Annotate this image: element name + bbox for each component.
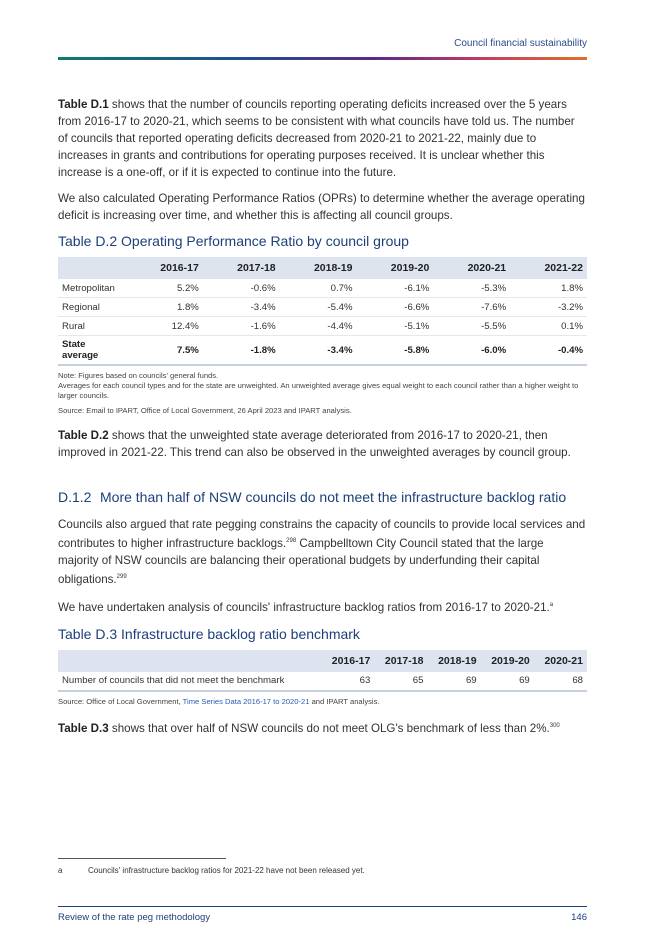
table-cell: 68 xyxy=(534,672,587,691)
paragraph-2: We also calculated Operating Performance Ratios (OPRs) to determine whether the average operating deficit is increasing over time, and whether this is affecting all council groups. xyxy=(58,192,585,222)
table-cell: Rural xyxy=(58,317,126,336)
table-cell: -3.2% xyxy=(510,298,587,317)
table-cell: 65 xyxy=(374,672,427,691)
footnote-ref[interactable]: a xyxy=(549,601,554,608)
footnote-mark: a xyxy=(58,866,63,875)
table-d2-title: Table D.2 Operating Performance Ratio by council group xyxy=(58,233,409,249)
table-d3-title: Table D.3 Infrastructure backlog ratio benchmark xyxy=(58,625,360,642)
table-header-cell: 2016-17 xyxy=(321,650,374,672)
table-cell: -6.6% xyxy=(356,298,433,317)
table-header-cell: 2020-21 xyxy=(534,650,587,672)
table-cell: -5.1% xyxy=(356,317,433,336)
table-header-cell: 2019-20 xyxy=(356,257,433,279)
table-cell: -0.4% xyxy=(510,336,587,366)
paragraph-4-text-2: Campbelltown City Council stated that the large majority of NSW councils are balancing their operational budgets by underfunding their capital obligations. xyxy=(58,536,544,586)
table-cell: -0.6% xyxy=(203,279,280,298)
table-d2-source: Source: Email to IPART, Office of Local Government, 26 April 2023 and IPART analysis. xyxy=(58,406,352,415)
footer-divider xyxy=(58,906,587,907)
table-row xyxy=(58,672,587,691)
table-cell: -5.4% xyxy=(280,298,357,317)
table-cell: -4.4% xyxy=(280,317,357,336)
table-cell: 1.8% xyxy=(510,279,587,298)
table-cell: -7.6% xyxy=(433,298,510,317)
table-cell: -3.4% xyxy=(203,298,280,317)
table-cell: -5.8% xyxy=(356,336,433,366)
table-cell: -6.1% xyxy=(356,279,433,298)
running-header: Council financial sustainability xyxy=(454,38,587,49)
time-series-data-link[interactable]: Time Series Data 2016-17 to 2020-21 xyxy=(182,696,310,706)
table-header-cell: 2018-19 xyxy=(427,650,480,672)
table-cell: 7.5% xyxy=(126,336,203,366)
table-d2-header-row xyxy=(58,257,587,279)
table-header-cell: 2017-18 xyxy=(203,257,280,279)
header-divider xyxy=(58,57,587,60)
page-number: 146 xyxy=(571,912,587,923)
table-cell: 63 xyxy=(321,672,374,691)
table-cell: 69 xyxy=(427,672,480,691)
paragraph-3-text: shows that the unweighted state average deteriorated from 2016-17 to 2020-21, then improved in 2021-22. This trend can also be observed in the unweighted averages by council group. xyxy=(58,429,571,459)
table-row xyxy=(58,279,587,298)
table-header-cell xyxy=(58,257,126,279)
table-cell: 12.4% xyxy=(126,317,203,336)
table-ref-d3: Table D.3 xyxy=(58,721,109,735)
table-header-cell: 2019-20 xyxy=(481,650,534,672)
endnote-ref[interactable]: 300 xyxy=(549,722,560,729)
table-ref-d1: Table D.1 xyxy=(58,98,109,111)
endnote-ref[interactable]: 298 xyxy=(286,538,297,544)
table-d2 xyxy=(58,257,587,366)
table-cell: -5.3% xyxy=(433,279,510,298)
source-prefix: Source: Office of Local Government, xyxy=(58,696,183,706)
table-row xyxy=(58,298,587,317)
table-header-cell: 2017-18 xyxy=(374,650,427,672)
table-header-cell: 2020-21 xyxy=(433,257,510,279)
table-d3-header-row xyxy=(58,650,587,672)
table-header-cell: 2021-22 xyxy=(510,257,587,279)
section-number: D.1.2 xyxy=(58,489,92,505)
table-d3 xyxy=(58,650,587,692)
footnote xyxy=(58,866,365,875)
endnote-ref[interactable]: 299 xyxy=(116,573,127,580)
table-cell: 5.2% xyxy=(126,279,203,298)
paragraph-3 xyxy=(58,427,587,461)
table-cell: 1.8% xyxy=(126,298,203,317)
table-d3-source xyxy=(58,697,587,706)
table-cell: State average xyxy=(58,336,126,366)
table-header-cell: 2016-17 xyxy=(126,257,203,279)
table-cell: -6.0% xyxy=(433,336,510,366)
paragraph-4-text: Councils also argued that rate pegging constrains the capacity of councils to provide local services and contributes to higher infrastructure backlogs. xyxy=(58,518,586,550)
paragraph-5 xyxy=(58,597,587,616)
table-header-cell xyxy=(58,650,321,672)
table-cell: Number of councils that did not meet the benchmark xyxy=(58,672,321,691)
table-cell: Metropolitan xyxy=(58,279,126,298)
table-cell: 0.1% xyxy=(510,317,587,336)
table-cell: Regional xyxy=(58,298,126,317)
table-ref-d2: Table D.2 xyxy=(58,429,109,442)
table-row xyxy=(58,317,587,336)
table-header-cell: 2018-19 xyxy=(280,257,357,279)
section-title: More than half of NSW councils do not meet the infrastructure backlog ratio xyxy=(100,489,567,505)
paragraph-6-text: shows that over half of NSW councils do not meet OLG's benchmark of less than 2%. xyxy=(108,721,550,735)
table-cell: 0.7% xyxy=(280,279,357,298)
table-cell: -3.4% xyxy=(280,336,357,366)
footnote-text: Councils' infrastructure backlog ratios for 2021-22 have not been released yet. xyxy=(88,866,365,875)
table-cell: -1.6% xyxy=(203,317,280,336)
footer-document-title: Review of the rate peg methodology xyxy=(58,912,211,923)
paragraph-6 xyxy=(58,718,587,737)
page-content xyxy=(58,96,587,745)
paragraph-5-text: We have undertaken analysis of councils' infrastructure backlog ratios from 2016-17 to 2020-21. xyxy=(58,600,550,614)
table-row-total xyxy=(58,336,587,366)
table-d2-note-2: Averages for each council types and for the state are unweighted. An unweighted average gives equal weight to each council rather than a higher weight to larger councils. xyxy=(58,381,579,400)
section-heading xyxy=(58,489,587,506)
paragraph-4 xyxy=(58,516,587,588)
paragraph-1 xyxy=(58,96,587,181)
source-suffix: and IPART analysis. xyxy=(309,696,380,706)
table-cell: -5.5% xyxy=(433,317,510,336)
table-cell: -1.8% xyxy=(203,336,280,366)
table-cell: 69 xyxy=(481,672,534,691)
paragraph-1-text: shows that the number of councils reporting operating deficits increased over the 5 years from 2016-17 to 2020-21, which seems to be consistent with what councils have told us. The number of councils that reported operating deficits decreased from 2020-21 to 2021-22, mainly due to increases in grants and contributions for operating purposes received. It is unclear whether this increase is a one-off, or if it is expected to continue into the future. xyxy=(58,98,575,179)
table-d2-note: Note: Figures based on councils' general funds. xyxy=(58,371,219,380)
footnote-divider xyxy=(58,858,226,859)
